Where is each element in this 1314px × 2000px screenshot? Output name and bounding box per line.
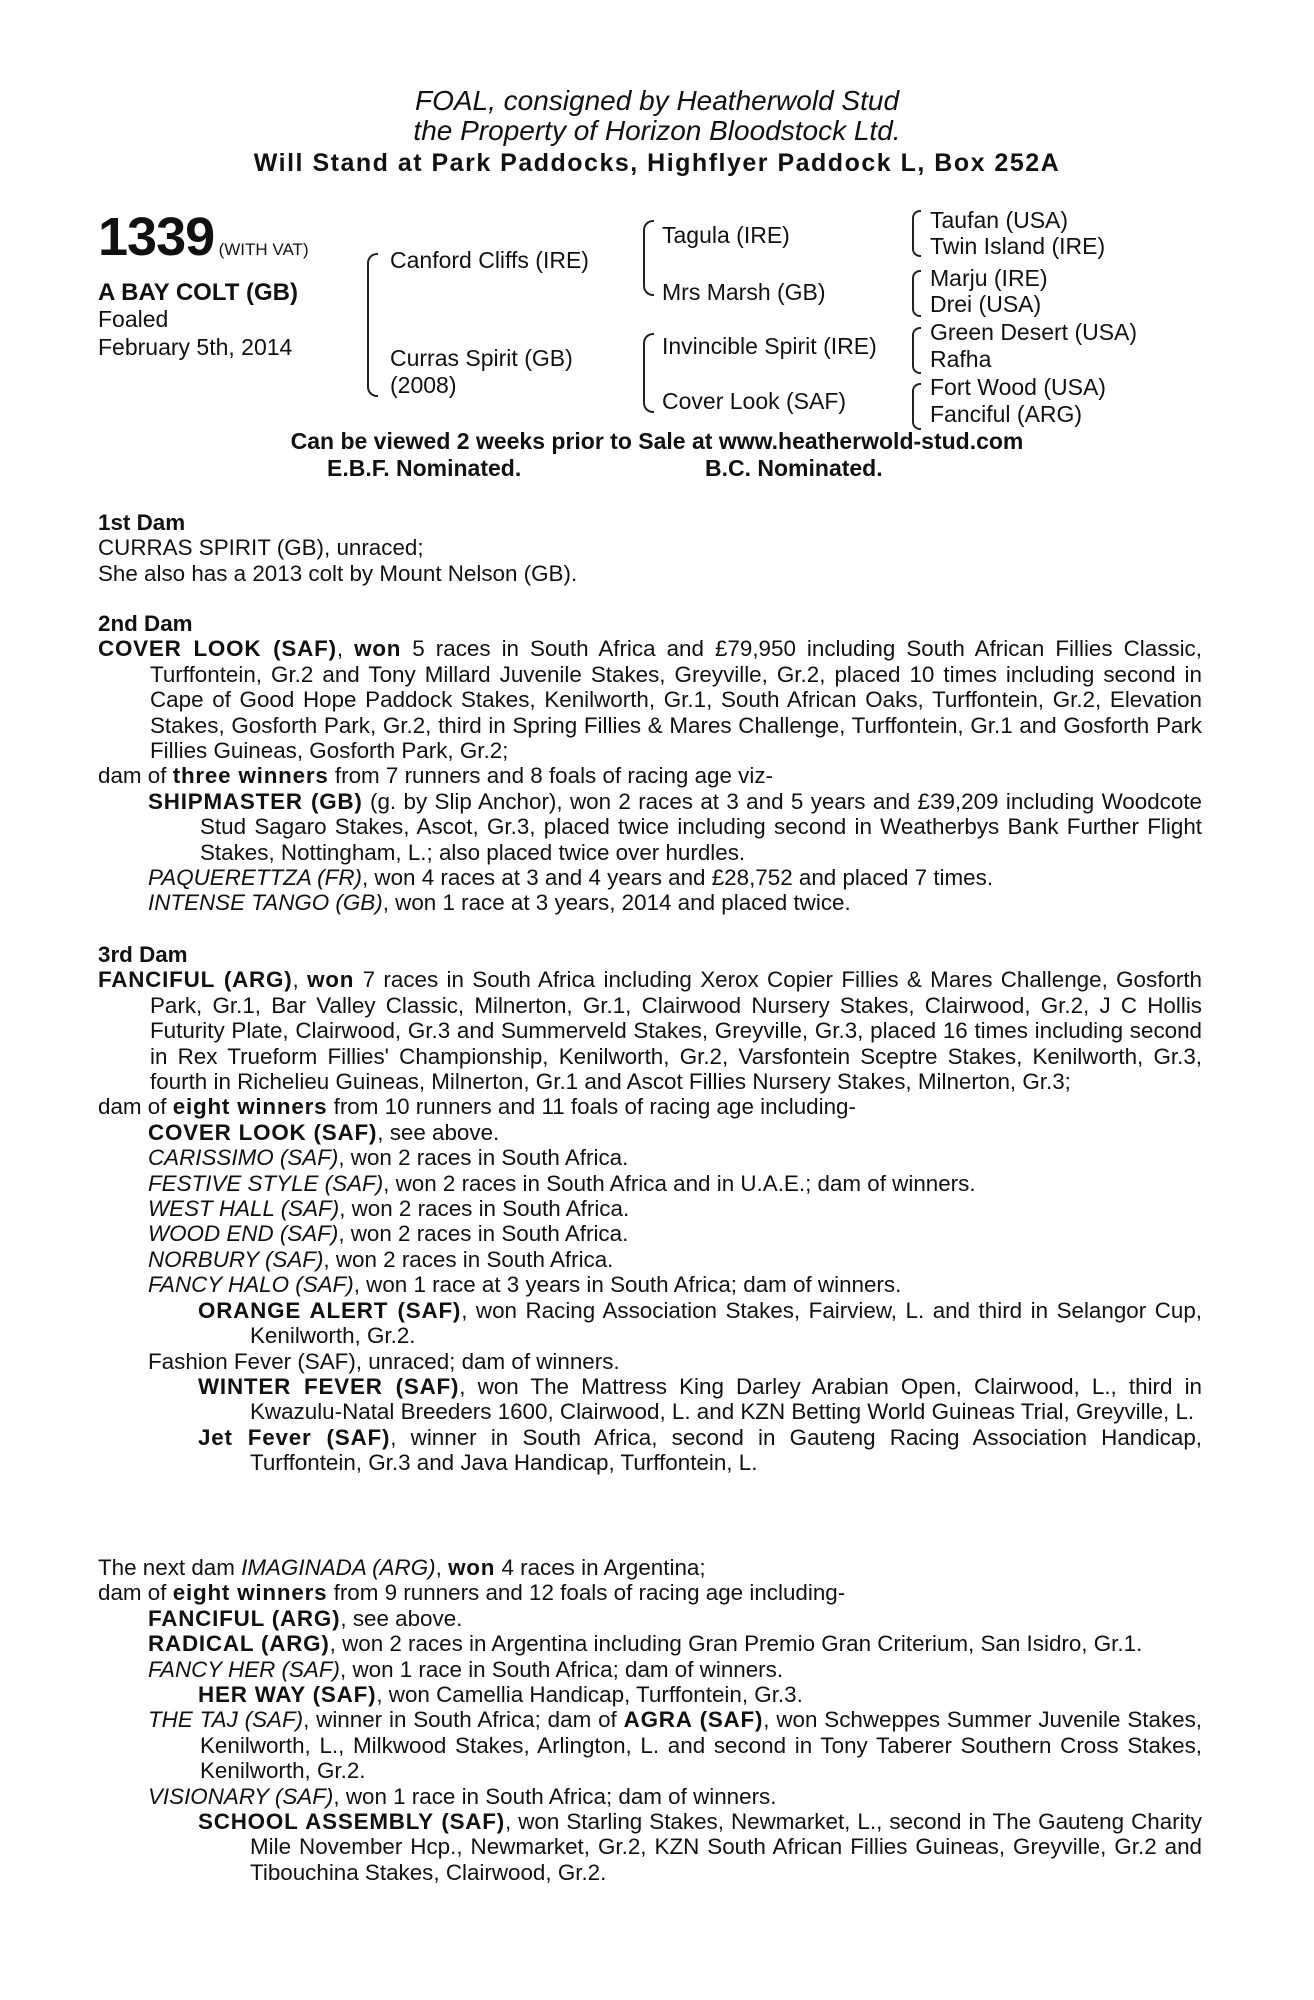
- horse-name: THE TAJ (SAF): [148, 1707, 304, 1733]
- race-record: , winner in South Africa; dam of: [303, 1707, 624, 1733]
- horse-name: RADICAL (ARG): [148, 1631, 330, 1657]
- winners-count: eight winners: [172, 1580, 328, 1606]
- race-record: , won 1 race in South Africa; dam of winners.: [333, 1783, 777, 1809]
- horse-name: AGRA (SAF): [623, 1707, 764, 1733]
- race-record: , won The Mattress King Darley Arabian Open, Clairwood, L., third in Kwazulu-Natal Breeders 1600, Clairwood, L. and KZN Betting World Guineas Trial, Greyville, L.: [250, 1373, 1202, 1425]
- second-dam-section: [98, 611, 1202, 916]
- race-record: 4 races in Argentina;: [495, 1555, 706, 1580]
- first-dam-section: [98, 510, 1202, 586]
- horse-name: IMAGINADA (ARG): [241, 1555, 436, 1580]
- horse-name: WINTER FEVER (SAF): [198, 1373, 460, 1399]
- dam-of-line: [98, 763, 1202, 788]
- race-record: , won 1 race at 3 years in South Africa; dam of winners.: [353, 1272, 902, 1298]
- comma: ,: [435, 1555, 449, 1580]
- race-record: , won 4 races at 3 and 4 years and £28,752 and placed 7 times.: [361, 865, 994, 891]
- dam-of-post: from 10 runners and 11 foals of racing age including-: [327, 1094, 856, 1120]
- horse-name: NORBURY (SAF): [148, 1246, 324, 1272]
- progeny-entry: [148, 1196, 1202, 1221]
- lot-number: 1339: [98, 207, 215, 267]
- grand-progeny-entry: [198, 1425, 1202, 1476]
- race-record: , won 1 race in South Africa; dam of winners.: [340, 1656, 784, 1682]
- progeny-entry: [148, 1272, 1202, 1297]
- race-record: , won Racing Association Stakes, Fairview, L. and third in Selangor Cup, Kenilworth, Gr.2.: [250, 1297, 1202, 1349]
- race-record: 5 races in South Africa and £79,950 including South African Fillies Classic, Turffontein, Gr.2 and Tony Millard Juvenile Stakes, Greyville, Gr.2, placed 10 times including second in Cape of Good Hope Paddock Stakes, Kenilworth, Gr.1, South African Oaks, Turffontein, Gr.2, Elevation Stakes, Gosforth Park, Gr.2, third in Spring Fillies & Mares Challenge, Turffontein, Gr.1 and Gosforth Park Fillies Guineas, Gosforth Park, Gr.2;: [150, 636, 1202, 764]
- progeny-entry: [148, 1631, 1202, 1656]
- progeny-entry: [148, 1784, 1202, 1809]
- first-dam-line: CURRAS SPIRIT (GB), unraced;: [98, 535, 424, 561]
- second-dam-record: [98, 636, 1202, 763]
- dam-of-post: from 9 runners and 12 foals of racing age including-: [327, 1580, 846, 1606]
- consignor-line: FOAL, consigned by Heatherwold Stud: [414, 85, 900, 116]
- grand-progeny-entry: [198, 1298, 1202, 1349]
- pedigree-brace: [643, 220, 654, 296]
- pedigree-dam-year: (2008): [390, 372, 457, 398]
- horse-name: INTENSE TANGO (GB): [148, 890, 383, 916]
- bc-nominated: B.C. Nominated.: [705, 455, 883, 481]
- foaled-date: February 5th, 2014: [98, 334, 293, 360]
- horse-name: PAQUERETTZA (FR): [148, 865, 362, 891]
- race-record: (g. by Slip Anchor), won 2 races at 3 and 5 years and £39,209 including Woodcote Stud Sagaro Stakes, Ascot, Gr.3, placed twice including second in Weatherbys Bank Further Flight Stakes, Nottingham, L.; also placed twice over hurdles.: [200, 788, 1202, 865]
- intro-pre: The next dam: [98, 1555, 242, 1580]
- progeny-entry: [148, 890, 1202, 915]
- horse-name: FANCY HALO (SAF): [148, 1272, 354, 1298]
- progeny-entry: [148, 789, 1202, 865]
- progeny-entry: [148, 1707, 1202, 1783]
- pedigree-sds: Marju (IRE): [930, 265, 1048, 291]
- pedigree-dam-sire: Invincible Spirit (IRE): [662, 333, 877, 359]
- won-label: won: [448, 1555, 496, 1580]
- pedigree-dss: Green Desert (USA): [930, 319, 1138, 345]
- grand-progeny-entry: [198, 1682, 1202, 1707]
- race-record: , see above.: [377, 1119, 500, 1145]
- won-label: won: [307, 967, 355, 993]
- horse-name: FANCIFUL (ARG): [98, 967, 293, 993]
- foaled-label: Foaled: [98, 306, 169, 332]
- horse-name: HER WAY (SAF): [198, 1682, 377, 1708]
- third-dam-record: [98, 967, 1202, 1094]
- lot-number-block: [98, 206, 309, 268]
- dam-of-pre: dam of: [98, 1580, 173, 1606]
- won-label: won: [354, 636, 402, 662]
- pedigree-brace: [912, 383, 921, 430]
- pedigree-brace: [912, 327, 921, 374]
- pedigree-ssd: Twin Island (IRE): [930, 233, 1106, 259]
- dam-of-line: [98, 1580, 1202, 1605]
- race-record: , won 1 race at 3 years, 2014 and placed twice.: [382, 890, 851, 916]
- race-record: , won 2 races in South Africa.: [323, 1246, 614, 1272]
- horse-name: Jet Fever (SAF): [198, 1424, 391, 1450]
- pedigree-sire-dam: Mrs Marsh (GB): [662, 279, 826, 305]
- race-record: , won 2 races in South Africa.: [338, 1145, 629, 1171]
- progeny-entry: [148, 865, 1202, 890]
- horse-name: FESTIVE STYLE (SAF): [148, 1170, 384, 1196]
- dam-of-line: [98, 1094, 1202, 1119]
- viewing-note: Can be viewed 2 weeks prior to Sale at www.heatherwold-stud.com: [290, 428, 1024, 454]
- progeny-entry: Fashion Fever (SAF), unraced; dam of winners.: [148, 1348, 620, 1374]
- pedigree-brace: [912, 210, 921, 257]
- race-record: , won 2 races in Argentina including Gran Premio Gran Criterium, San Isidro, Gr.1.: [329, 1631, 1143, 1657]
- progeny-entry: [148, 1606, 1202, 1631]
- ebf-nominated: E.B.F. Nominated.: [327, 455, 522, 481]
- race-record: , won Camellia Handicap, Turffontein, Gr.3.: [376, 1682, 803, 1708]
- pedigree-dam-dam: Cover Look (SAF): [662, 388, 847, 414]
- horse-name: SHIPMASTER (GB): [148, 788, 363, 814]
- horse-name: FANCY HER (SAF): [148, 1656, 340, 1682]
- winners-count: three winners: [172, 763, 329, 789]
- first-dam-line: She also has a 2013 colt by Mount Nelson (GB).: [98, 560, 578, 586]
- horse-name: VISIONARY (SAF): [148, 1783, 334, 1809]
- lot-title: A BAY COLT (GB): [98, 279, 299, 306]
- vat-label: (WITH VAT): [218, 240, 309, 259]
- pedigree-dsd: Rafha: [930, 346, 992, 372]
- next-dam-section: [98, 1555, 1202, 1885]
- horse-name: WEST HALL (SAF): [148, 1196, 340, 1222]
- next-dam-intro: [98, 1555, 1202, 1580]
- progeny-entry: [148, 1221, 1202, 1246]
- pedigree-dds: Fort Wood (USA): [930, 374, 1106, 400]
- race-record: , winner in South Africa, second in Gauteng Racing Association Handicap, Turffontein, Gr.3 and Java Handicap, Turffontein, L.: [250, 1424, 1202, 1476]
- race-record: , won Starling Stakes, Newmarket, L., second in The Gauteng Charity Mile November Hcp., Newmarket, Gr.2, KZN South African Fillies Guineas, Greyville, Gr.2 and Tibouchina Stakes, Clairwood, Gr.2.: [250, 1809, 1202, 1885]
- dam-of-pre: dam of: [98, 1094, 173, 1120]
- second-dam-heading: 2nd Dam: [98, 611, 193, 636]
- stand-location-line: Will Stand at Park Paddocks, Highflyer Paddock L, Box 252A: [253, 149, 1061, 177]
- pedigree-sire-sire: Tagula (IRE): [662, 222, 790, 248]
- race-record: , won 2 races in South Africa.: [339, 1196, 630, 1222]
- race-record: , won Schweppes Summer Juvenile Stakes, Kenilworth, L., Milkwood Stakes, Arlington, L. and second in Tony Taberer Southern Cross Stakes, Kenilworth, Gr.2.: [200, 1707, 1202, 1784]
- race-record: , won 2 races in South Africa and in U.A.E.; dam of winners.: [383, 1170, 976, 1196]
- comma: ,: [292, 967, 308, 993]
- pedigree-sdd: Drei (USA): [930, 291, 1042, 317]
- race-record: 7 races in South Africa including Xerox Copier Fillies & Mares Challenge, Gosforth Park, Gr.1, Bar Valley Classic, Milnerton, Gr.1, Clairwood Nursery Stakes, Clairwood, Gr.2, J C Hollis Futurity Plate, Clairwood, Gr.3 and Summerveld Stakes, Greyville, Gr.3, placed 16 times including second in Rex Trueform Fillies' Championship, Kenilworth, Gr.2, Varsfontein Sceptre Stakes, Kenilworth, Gr.3, fourth in Richelieu Guineas, Milnerton, Gr.1 and Ascot Fillies Nursery Stakes, Milnerton, Gr.3;: [150, 967, 1202, 1095]
- comma: ,: [336, 636, 355, 662]
- race-record: , see above.: [340, 1605, 463, 1631]
- pedigree-dam: Curras Spirit (GB): [390, 345, 573, 371]
- pedigree-brace: [643, 333, 654, 413]
- third-dam-heading: 3rd Dam: [98, 942, 188, 967]
- pedigree-ddd: Fanciful (ARG): [930, 401, 1083, 427]
- progeny-entry: [148, 1657, 1202, 1682]
- dam-of-pre: dam of: [98, 763, 173, 789]
- progeny-entry: [148, 1120, 1202, 1145]
- third-dam-section: [98, 942, 1202, 1476]
- horse-name: COVER LOOK (SAF): [98, 636, 337, 662]
- pedigree-brace: [367, 253, 378, 397]
- horse-name: WOOD END (SAF): [148, 1221, 339, 1247]
- pedigree-sss: Taufan (USA): [930, 207, 1069, 233]
- horse-name: COVER LOOK (SAF): [148, 1119, 378, 1145]
- pedigree-brace: [912, 270, 921, 317]
- grand-progeny-entry: [198, 1374, 1202, 1425]
- horse-name: ORANGE ALERT (SAF): [198, 1297, 462, 1323]
- horse-name: FANCIFUL (ARG): [148, 1605, 341, 1631]
- horse-name: SCHOOL ASSEMBLY (SAF): [198, 1809, 506, 1835]
- property-line: the Property of Horizon Bloodstock Ltd.: [413, 115, 901, 146]
- horse-name: CARISSIMO (SAF): [148, 1145, 339, 1171]
- first-dam-heading: 1st Dam: [98, 510, 186, 535]
- grand-progeny-entry: [198, 1809, 1202, 1885]
- progeny-entry: [148, 1247, 1202, 1272]
- winners-count: eight winners: [172, 1094, 328, 1120]
- progeny-entry: [148, 1171, 1202, 1196]
- pedigree-sire: Canford Cliffs (IRE): [390, 247, 589, 273]
- progeny-entry: [148, 1145, 1202, 1170]
- race-record: , won 2 races in South Africa.: [338, 1221, 629, 1247]
- dam-of-post: from 7 runners and 8 foals of racing age viz-: [328, 763, 773, 789]
